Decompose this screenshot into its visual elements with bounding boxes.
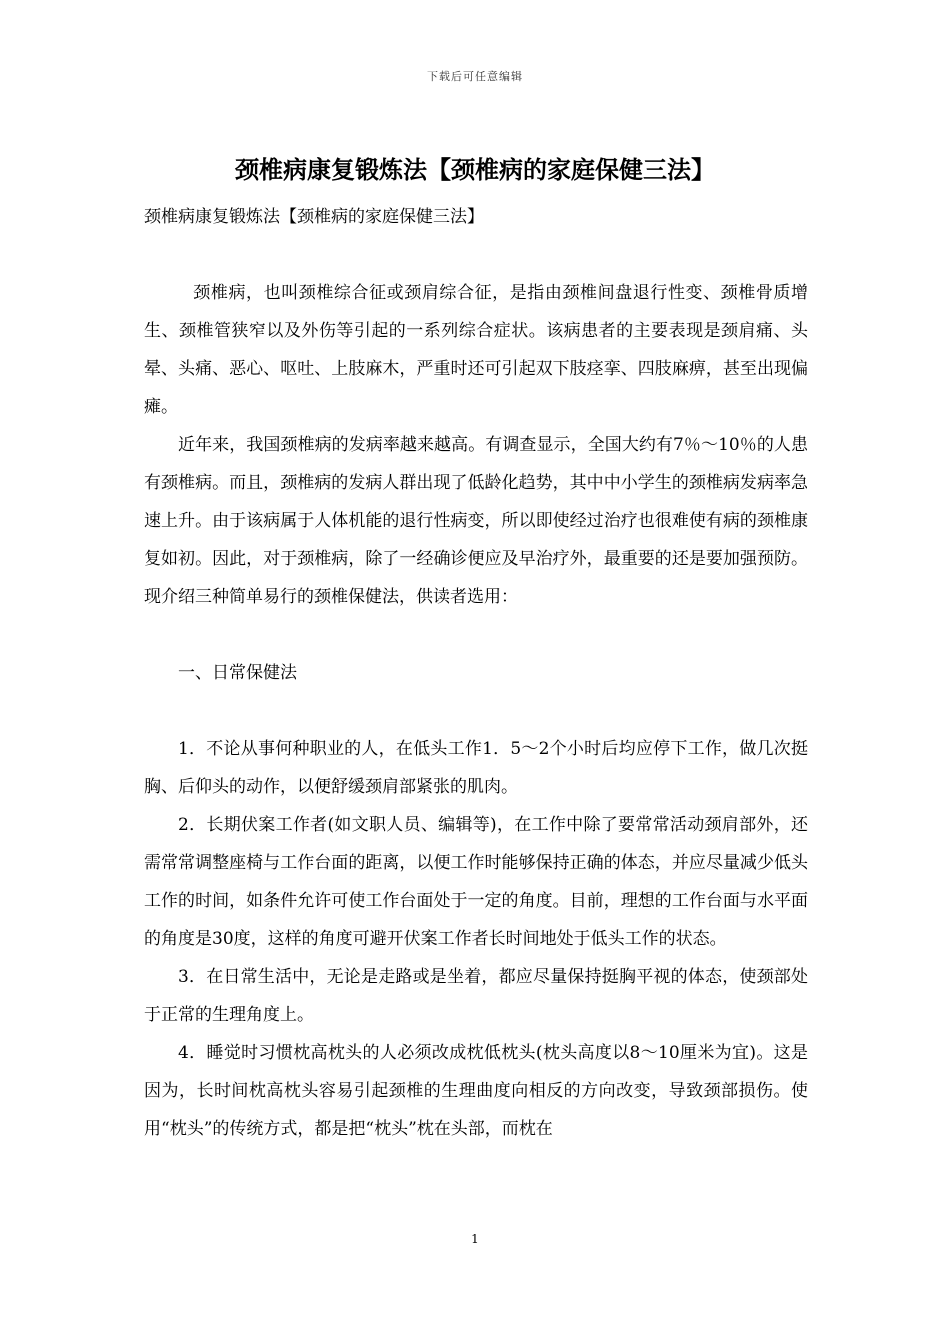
document-body <box>144 198 808 1148</box>
document-title: 颈椎病康复锻炼法【颈椎病的家庭保健三法】 <box>235 155 715 184</box>
page-number: 1 <box>471 1232 479 1246</box>
paragraph-intro: 颈椎病，也叫颈椎综合征或颈肩综合征，是指由颈椎间盘退行性变、颈椎骨质增生、颈椎管狭窄以及外伤等引起的一系列综合症状。该病患者的主要表现是颈肩痛、头晕、头痛、恶心、呕吐、上肢麻木，严重时还可引起双下肢痉挛、四肢麻痹，甚至出现偏瘫。 <box>144 283 808 417</box>
list-item: 2．长期伏案工作者(如文职人员、编辑等)，在工作中除了要常常活动颈肩部外，还需常常调整座椅与工作台面的距离，以便工作时能够保持正确的体态，并应尽量减少低头工作的时间，如条件允许可使工作台面处于一定的角度。目前，理想的工作台面与水平面的角度是30度，这样的角度可避开伏案工作者长时间地处于低头工作的状态。 <box>144 815 808 949</box>
document-subtitle: 颈椎病康复锻炼法【颈椎病的家庭保健三法】 <box>144 207 484 227</box>
list-item: 1．不论从事何种职业的人，在低头工作1．5～2个小时后均应停下工作，做几次挺胸、后仰头的动作，以便舒缓颈肩部紧张的肌肉。 <box>144 739 808 797</box>
blank-line <box>144 692 808 730</box>
section-heading: 一、日常保健法 <box>178 663 297 683</box>
header-note: 下载后可任意编辑 <box>427 70 523 83</box>
list-item: 4．睡觉时习惯枕高枕头的人必须改成枕低枕头(枕头高度以8～10厘米为宜)。这是因为，长时间枕高枕头容易引起颈椎的生理曲度向相反的方向改变，导致颈部损伤。使用“枕头”的传统方式，都是把“枕头”枕在头部，而枕在 <box>144 1043 808 1139</box>
blank-line <box>144 236 808 274</box>
paragraph-statistics: 近年来，我国颈椎病的发病率越来越高。有调查显示，全国大约有7％～10％的人患有颈椎病。而且，颈椎病的发病人群出现了低龄化趋势，其中中小学生的颈椎病发病率急速上升。由于该病属于人体机能的退行性病变，所以即使经过治疗也很难使有病的颈椎康复如初。因此，对于颈椎病，除了一经确诊便应及早治疗外，最重要的还是要加强预防。现介绍三种简单易行的颈椎保健法，供读者选用： <box>144 435 808 607</box>
list-item: 3．在日常生活中，无论是走路或是坐着，都应尽量保持挺胸平视的体态，使颈部处于正常的生理角度上。 <box>144 967 808 1025</box>
blank-line <box>144 616 808 654</box>
